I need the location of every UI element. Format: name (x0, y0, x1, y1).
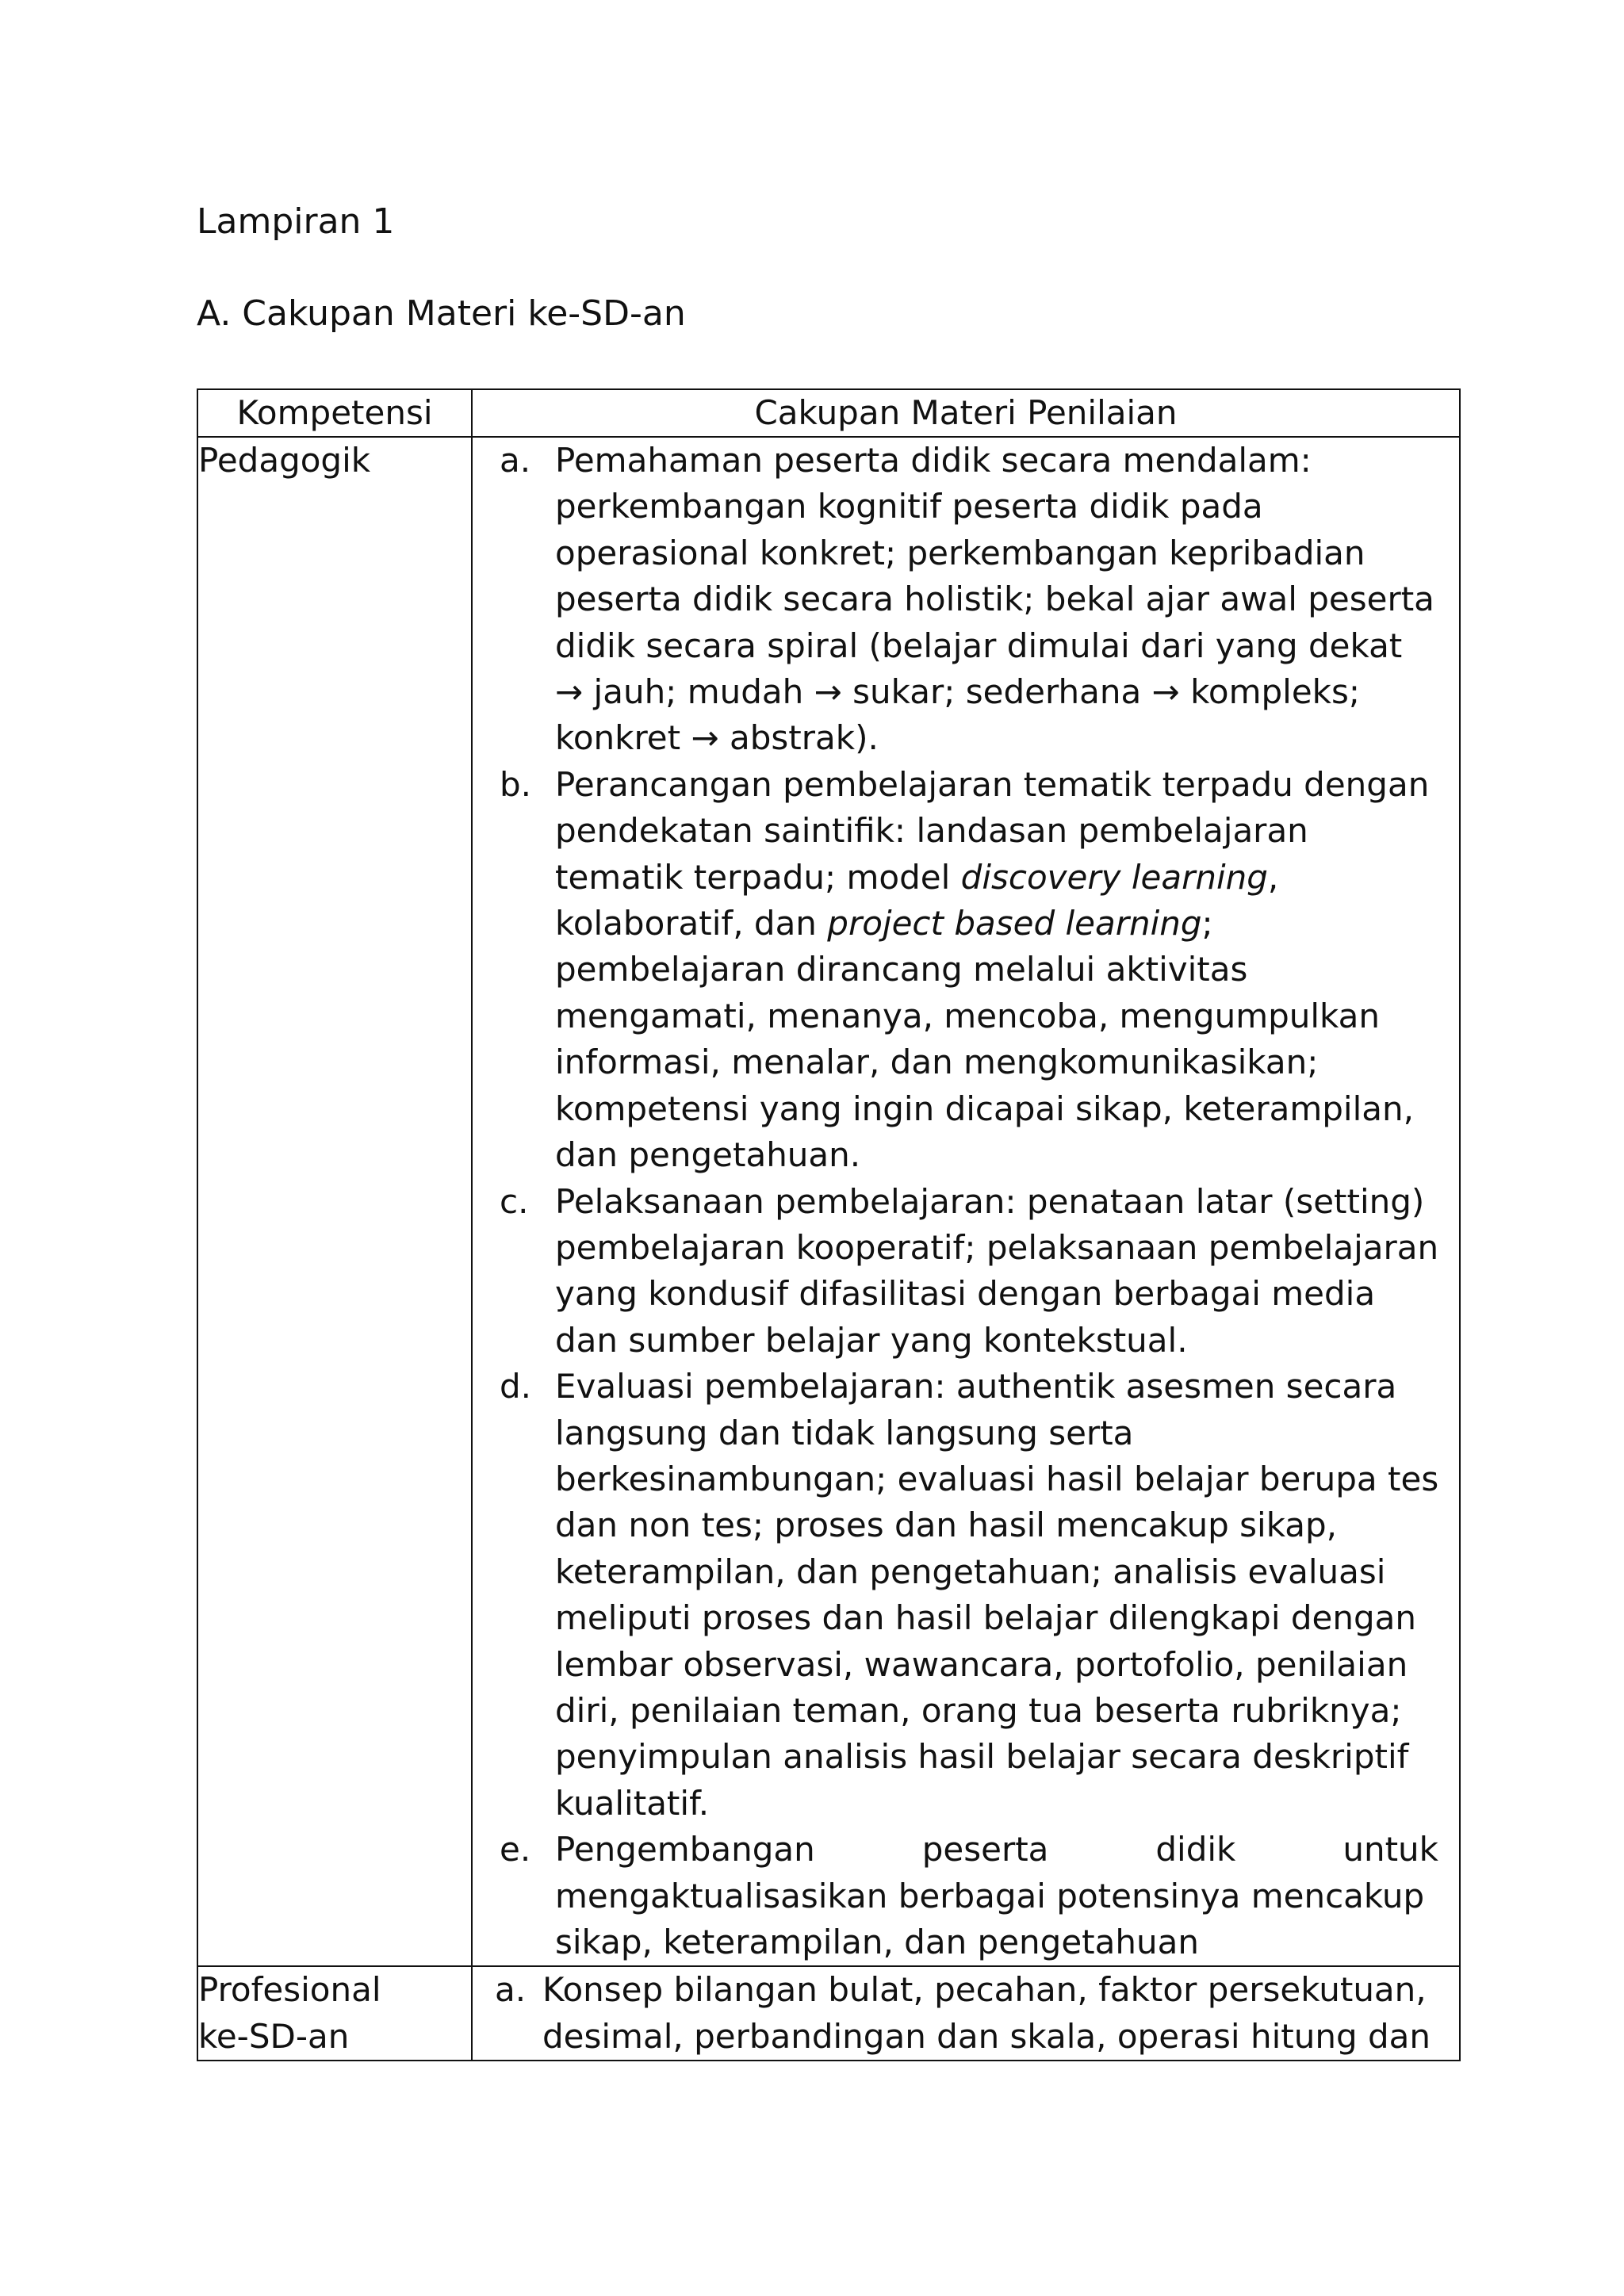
competency-cell (197, 437, 472, 1966)
competency-label: Pedagogik (198, 441, 371, 480)
item-line: mengamati, menanya, mencoba, mengumpulkan (555, 996, 1380, 1035)
item-line: diri, penilaian teman, orang tua beserta rubriknya; (555, 1690, 1402, 1730)
italic-term: discovery learning (960, 857, 1268, 897)
scope-item (473, 1364, 1459, 1827)
scope-item (473, 762, 1459, 1179)
item-line-mixed (555, 855, 1438, 901)
text-run: tematik terpadu; model (555, 857, 961, 897)
text-run: , (1267, 857, 1279, 897)
item-line: meliputi proses dan hasil belajar dilengkapi dengan (555, 1598, 1416, 1638)
item-marker: e. (500, 1830, 531, 1869)
item-line: lembar observasi, wawancara, portofolio, penilaian (555, 1644, 1408, 1684)
scope-cell (472, 437, 1460, 1966)
competency-table (197, 388, 1461, 2061)
item-line: Pemahaman peserta didik secara mendalam: (555, 441, 1312, 480)
scope-item (473, 1967, 1459, 2060)
item-line-justified (555, 1827, 1438, 1873)
competency-label: Profesional (198, 1970, 381, 2010)
item-line: dan non tes; proses dan hasil mencakup sikap, (555, 1506, 1338, 1545)
item-line: pembelajaran dirancang melalui aktivitas (555, 950, 1248, 989)
item-line: dan pengetahuan. (555, 1135, 861, 1175)
item-marker: b. (500, 764, 532, 804)
competency-cell (197, 1966, 472, 2061)
item-line: peserta didik secara holistik; bekal ajar awal peserta (555, 580, 1434, 619)
item-line: langsung dan tidak langsung serta (555, 1413, 1134, 1452)
item-line: kompetensi yang ingin dicapai sikap, keterampilan, (555, 1089, 1414, 1128)
item-line: dan sumber belajar yang kontekstual. (555, 1320, 1188, 1360)
item-line: berkesinambungan; evaluasi hasil belajar berupa tes (555, 1459, 1439, 1498)
scope-list (473, 438, 1459, 1965)
item-line: informasi, menalar, dan mengkomunikasikan; (555, 1043, 1319, 1082)
item-line: sikap, keterampilan, dan pengetahuan (555, 1923, 1199, 1961)
item-line: desimal, perbandingan dan skala, operasi hitung dan (542, 2016, 1431, 2056)
item-line: Perancangan pembelajaran tematik terpadu dengan (555, 764, 1430, 804)
scope-item (473, 1179, 1459, 1364)
item-line: mengaktualisasikan berbagai potensinya mencakup (555, 1876, 1425, 1915)
item-line: → jauh; mudah → sukar; sederhana → kompleks; (555, 672, 1361, 712)
word: peserta (921, 1830, 1049, 1869)
table-row (197, 437, 1460, 1966)
word: untuk (1342, 1830, 1438, 1869)
item-line: pembelajaran kooperatif; pelaksanaan pembelajaran (555, 1227, 1439, 1267)
item-line: keterampilan, dan pengetahuan; analisis evaluasi (555, 1552, 1386, 1591)
header-competency: Kompetensi (197, 389, 472, 437)
item-line: pendekatan saintifik: landasan pembelajaran (555, 811, 1308, 851)
item-line: konkret → abstrak). (555, 718, 879, 758)
header-scope: Cakupan Materi Penilaian (472, 389, 1460, 437)
scope-cell (472, 1966, 1460, 2061)
item-marker: c. (500, 1181, 529, 1221)
appendix-title: Lampiran 1 (197, 201, 395, 242)
item-line-mixed (555, 901, 1438, 947)
item-line: perkembangan kognitif peserta didik pada (555, 487, 1263, 526)
item-line: penyimpulan analisis hasil belajar secara deskriptif (555, 1737, 1409, 1777)
item-line: Pelaksanaan pembelajaran: penataan latar (setting) (555, 1181, 1425, 1221)
item-marker: a. (500, 441, 531, 480)
item-line: Konsep bilangan bulat, pecahan, faktor persekutuan, (542, 1970, 1427, 2010)
word: didik (1155, 1830, 1236, 1869)
scope-list (473, 1967, 1459, 2060)
scope-item (473, 1827, 1459, 1965)
table-header-row (197, 389, 1460, 437)
item-line: didik secara spiral (belajar dimulai dari yang dekat (555, 626, 1403, 665)
text-run: ; (1201, 904, 1213, 943)
item-marker: a. (495, 1970, 527, 2010)
scope-item (473, 438, 1459, 762)
italic-term: project based learning (827, 904, 1202, 943)
item-line: Evaluasi pembelajaran: authentik asesmen secara (555, 1367, 1397, 1406)
item-line: yang kondusif difasilitasi dengan berbagai media (555, 1274, 1376, 1314)
item-marker: d. (500, 1367, 532, 1406)
item-line: kualitatif. (555, 1783, 710, 1823)
item-line: operasional konkret; perkembangan kepribadian (555, 533, 1365, 572)
text-run: kolaboratif, dan (555, 904, 828, 943)
section-title: A. Cakupan Materi ke-SD-an (197, 293, 686, 334)
table-row (197, 1966, 1460, 2061)
word: Pengembangan (555, 1830, 815, 1869)
competency-label: ke-SD-an (198, 2016, 350, 2056)
